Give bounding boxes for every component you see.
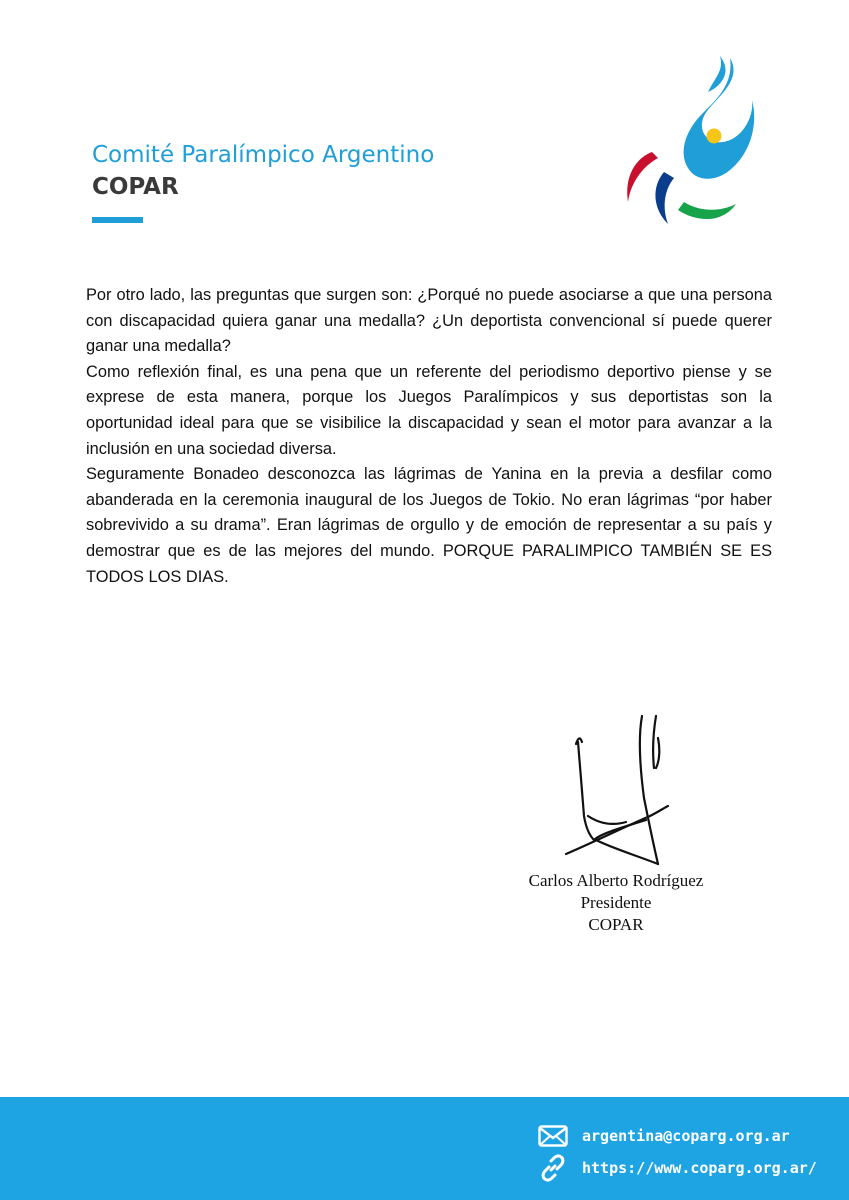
org-acronym: COPAR: [92, 174, 179, 200]
letter-body: [86, 283, 772, 590]
footer-email-link[interactable]: argentina@coparg.org.ar: [582, 1127, 790, 1145]
signer-name: Carlos Alberto Rodríguez: [528, 871, 704, 890]
footer-email-row[interactable]: [538, 1123, 790, 1149]
signer-org: COPAR: [588, 915, 644, 934]
link-icon: [538, 1155, 568, 1181]
body-paragraph: Seguramente Bonadeo desconozca las lágrimas de Yanina en la previa a desfilar como abanderada en la ceremonia inaugural de los Juegos de Tokio. No eran lágrimas “por haber sobrevivido a su drama”. Eran lágrimas de orgullo y de emoción de representar a su país y demostrar que es de las mejores del mundo. PORQUE PARALIMPICO TAMBIÉN SE ES TODOS LOS DIAS.: [86, 465, 772, 586]
signer-role: Presidente: [580, 893, 652, 912]
signature-block: [500, 870, 732, 936]
handwritten-signature: [560, 708, 690, 868]
body-paragraph: Como reflexión final, es una pena que un referente del periodismo deportivo piense y se exprese de esta manera, porque los Juegos Paralímpicos y sus deportistas son la oportunidad ideal para que se visibilice la discapacidad y sean el motor para avanzar a la inclusión en una sociedad diversa.: [86, 362, 772, 458]
footer-bar: [0, 1097, 849, 1200]
header-accent-bar: [92, 217, 143, 223]
body-paragraph: Por otro lado, las preguntas que surgen son: ¿Porqué no puede asociarse a que una persona con discapacidad quiera ganar una medalla? ¿Un deportista convencional sí puede querer ganar una medalla?: [86, 286, 772, 356]
footer-website-link[interactable]: https://www.coparg.org.ar/: [582, 1159, 817, 1177]
paralympic-agitos-logo: [612, 52, 762, 232]
org-name: Comité Paralímpico Argentino: [92, 142, 435, 168]
footer-website-row[interactable]: [538, 1155, 817, 1181]
envelope-icon: [538, 1123, 568, 1149]
